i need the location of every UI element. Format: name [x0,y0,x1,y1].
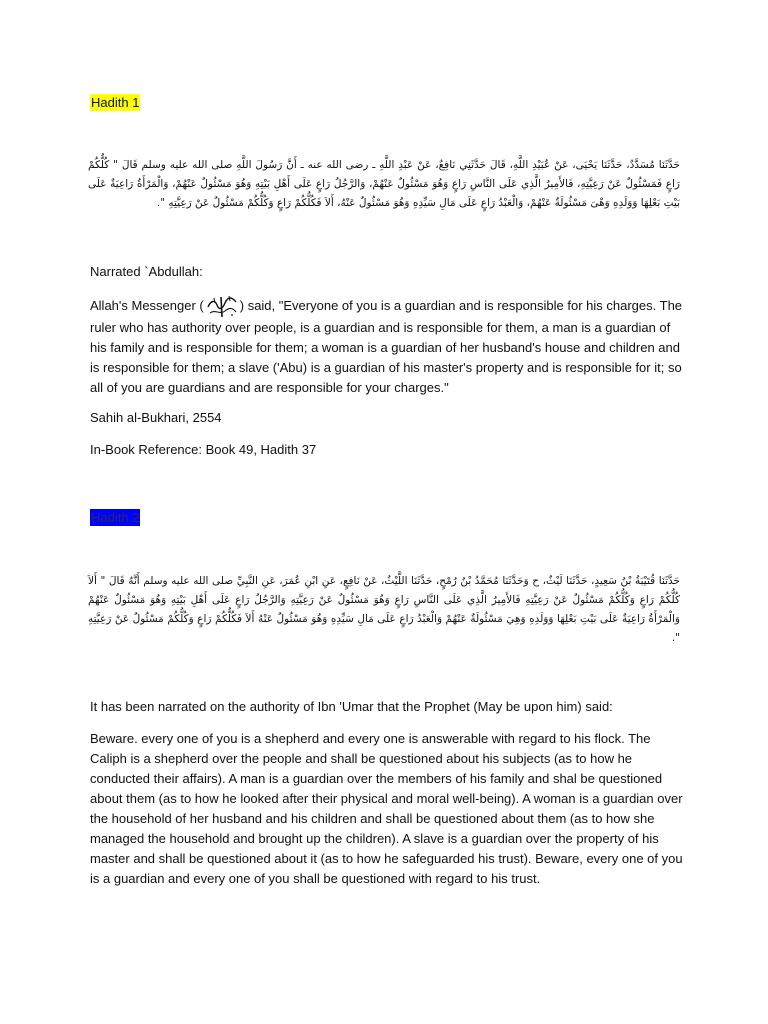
hadith-2-arabic-text: حَدَّثَنَا قُتَيْبَةُ بْنُ سَعِيدٍ، حَدَّثَنَا لَيْثٌ، ح وَحَدَّثَنَا مُحَمَّدُ بْنُ رُمْحٍ، حَدَّثَنَا اللَّيْثُ، عَنْ نَافِعٍ، عَنِ ابْنِ عُمَرَ، عَنِ النَّبِيِّ صلى الله عليه وسلم أَنَّهُ قَالَ " أَلاَ كُلُّكُمْ رَاعٍ وَكُلُّكُمْ مَسْئُولٌ عَنْ رَعِيَّتِهِ فَالأَمِيرُ الَّذِي عَلَى النَّاسِ رَاعٍ وَهُوَ مَسْئُولٌ عَنْ رَعِيَّتِهِ وَالرَّجُلُ رَاعٍ عَلَى أَهْلِ بَيْتِهِ وَهُوَ مَسْئُولٌ عَنْهُمْ وَالْمَرْأَةُ رَاعِيَةٌ عَلَى بَيْتِ بَعْلِهَا وَوَلَدِهِ وَهِيَ مَسْئُولَةٌ عَنْهُمْ وَالْعَبْدُ رَاعٍ عَلَى مَالِ سَيِّدِهِ وَهُوَ مَسْئُولٌ عَنْهُ أَلاَ فَكُلُّكُمْ رَاعٍ وَكُلُّكُمْ مَسْئُولٌ عَنْ رَعِيَّتِهِ ". [88,575,680,644]
hadith-1-translation-start: Allah's Messenger ( [90,298,204,313]
hadith-1-source: Sahih al-Bukhari, 2554 [90,410,222,425]
hadith-2-translation: Beware. every one of you is a shepherd and every one is answerable with regard to his flock. The Caliph is a shepherd over the people and shall be questioned about his subjects (as to how he conducted their affairs). A man is a guardian over the members of his family and shal be questioned about them (as to how he looked after their physical and moral well-being). A woman is a guardian over the household of her husband and his children and shall be questioned about them (as to how she managed the household and brought up the children). A slave is a guardian over the property of his master and shall be questioned about it (as to how he safeguarded his trust). Beware, every one of you is a guardian and every one of you shall be questioned with regard to his trust. [90,731,683,886]
hadith-2-narrator: It has been narrated on the authority of Ibn 'Umar that the Prophet (May be upon him) said: [90,699,613,714]
hadith-1-translation [90,294,690,398]
hadith-1-translation-rest: ) said, "Everyone of you is a guardian and is responsible for his charges. The ruler who has authority over people, is a guardian and is responsible for them, a man is a guardian of his family and is responsible for them; a woman is a guardian of her husband's house and children and is responsible for them; a slave ('Abu) is a guardian of his master's property and is responsible for it; so all of you are guardians and are responsible for your charges." [90,298,683,395]
hadith-1-arabic-text: حَدَّثَنَا مُسَدَّدٌ، حَدَّثَنَا يَحْيَى، عَنْ عُبَيْدِ اللَّهِ، قَالَ حَدَّثَنِي نَافِعٌ، عَنْ عَبْدِ اللَّهِ ـ رضى الله عنه ـ أَنَّ رَسُولَ اللَّهِ صلى الله عليه وسلم قَالَ " كُلُّكُمْ رَاعٍ فَمَسْئُولٌ عَنْ رَعِيَّتِهِ، فَالأَمِيرُ الَّذِي عَلَى النَّاسِ رَاعٍ وَهُوَ مَسْئُولٌ عَنْهُمْ، وَالرَّجُلُ رَاعٍ عَلَى أَهْلِ بَيْتِهِ وَهُوَ مَسْئُولٌ عَنْهُمْ، وَالْمَرْأَةُ رَاعِيَةٌ عَلَى بَيْتِ بَعْلِهَا وَوَلَدِهِ وَهْىَ مَسْئُولَةٌ عَنْهُمْ، وَالْعَبْدُ رَاعٍ عَلَى مَالِ سَيِّدِهِ وَهُوَ مَسْئُولٌ عَنْهُ، أَلاَ فَكُلُّكُمْ رَاعٍ وَكُلُّكُمْ مَسْئُولٌ عَنْ رَعِيَّتِهِ ". [88,159,680,209]
hadith-1-heading: Hadith 1 [91,95,140,110]
honorific-calligraphy-icon [205,294,239,318]
hadith-1-reference: In-Book Reference: Book 49, Hadith 37 [90,442,317,457]
hadith-2-heading: Hadith 2 [91,510,140,525]
hadith-1-narrator: Narrated `Abdullah: [90,264,203,279]
